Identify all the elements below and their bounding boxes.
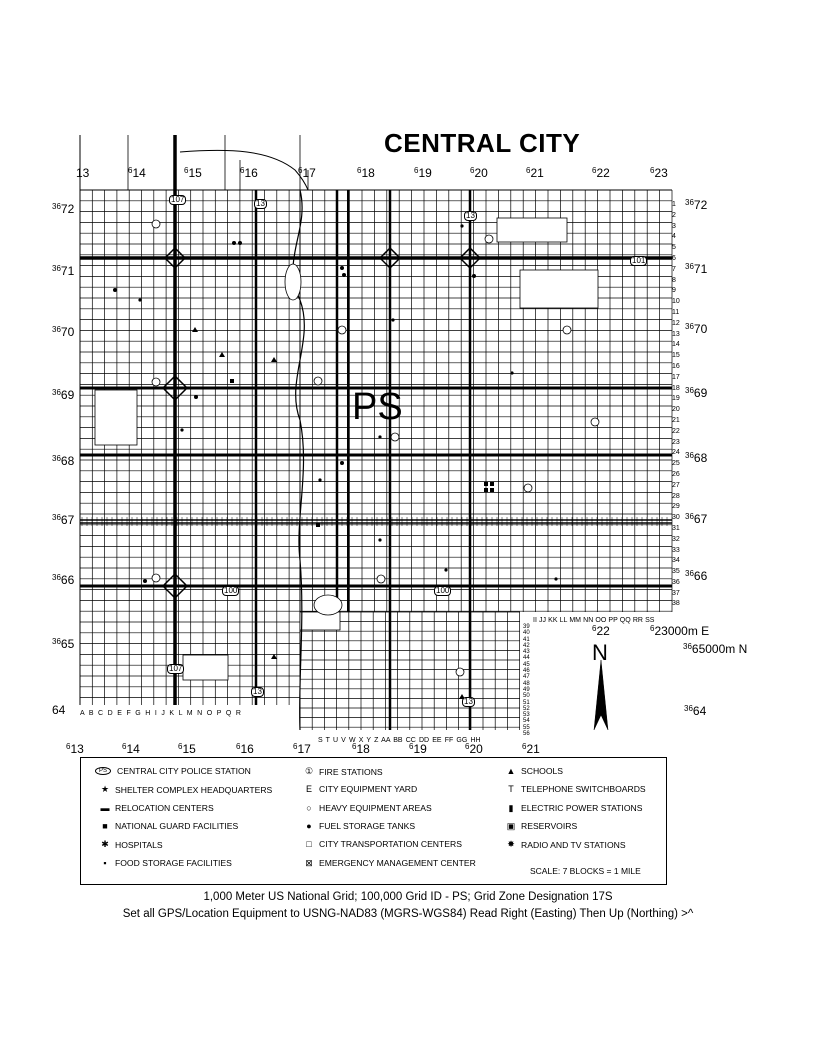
map-symbol-icon xyxy=(340,461,344,465)
easting-tick-bottom: $^6$16 xyxy=(236,742,254,756)
legend-item xyxy=(501,803,642,814)
row-numbers-south: 39 40 41 42 43 44 45 46 47 48 49 50 51 52 53 54 55 56 xyxy=(523,624,530,738)
legend-item xyxy=(299,839,462,849)
map-symbol-icon xyxy=(316,523,320,527)
lake xyxy=(314,595,342,615)
column-letters-east: II JJ KK LL MM NN OO PP QQ RR SS xyxy=(533,617,655,624)
legend-symbol-icon: ★ xyxy=(100,784,110,795)
legend-label: SHELTER COMPLEX HEADQUARTERS xyxy=(115,784,273,795)
legend-symbol-icon: ① xyxy=(304,766,314,776)
map-symbol-icon xyxy=(194,395,198,399)
easting-tick-top: $^6$17 xyxy=(298,166,316,180)
northing-tick-left: 64 xyxy=(52,703,66,717)
northing-tick-left: $^{36}$65 xyxy=(52,637,75,651)
legend-item xyxy=(501,821,577,832)
easting-tick-top: $^6$19 xyxy=(414,166,432,180)
northing-tick-right: $^{36}$70 xyxy=(685,322,708,336)
map-symbol-icon xyxy=(342,273,346,277)
map-symbol-icon xyxy=(554,577,557,580)
map-symbol-icon xyxy=(472,274,476,278)
open-area xyxy=(520,270,598,308)
legend-label: SCHOOLS xyxy=(521,766,564,776)
highway-shield: 107 xyxy=(169,664,183,673)
northing-tick-right: $^{36}$69 xyxy=(685,386,708,400)
legend-label: CITY TRANSPORTATION CENTERS xyxy=(319,839,462,850)
map-symbol-icon xyxy=(378,435,381,438)
northing-tick-left: $^{36}$70 xyxy=(52,325,75,339)
legend-symbol-icon: ✸ xyxy=(507,839,515,850)
map-symbol-icon xyxy=(152,574,160,582)
legend-item xyxy=(95,784,272,795)
map-symbol-icon xyxy=(391,433,399,441)
north-arrow-icon xyxy=(594,660,608,730)
map-symbol-icon xyxy=(524,484,532,492)
highway-shield: 100 xyxy=(224,586,238,595)
open-area xyxy=(183,655,228,680)
legend-item xyxy=(95,821,238,831)
north-arrow-label: N xyxy=(592,640,608,665)
legend-label: FIRE STATIONS xyxy=(319,766,383,777)
map-symbol-icon xyxy=(232,241,236,245)
map-symbol-icon xyxy=(460,224,463,227)
map-symbol-icon xyxy=(138,298,141,301)
easting-tick-top: $^6$20 xyxy=(470,166,488,180)
open-area xyxy=(95,390,137,445)
map-symbol-icon xyxy=(113,288,117,292)
row-numbers-east: 1 2 3 4 5 6 7 8 9 10 11 12 13 14 15 16 17 18 19 20 21 22 23 24 25 26 27 28 29 30 31 32 33 34 35 36 37 38 xyxy=(672,201,680,608)
easting-tick-top: 13 xyxy=(76,166,90,180)
easting-tick-top: $^6$15 xyxy=(184,166,202,180)
legend-item xyxy=(299,821,415,831)
open-area xyxy=(497,218,567,242)
legend-symbol-icon: T xyxy=(508,784,514,795)
legend-label: HOSPITALS xyxy=(115,839,163,850)
map-symbol-icon xyxy=(490,482,494,486)
column-letters-west: A B C D E F G H I J K L M N O P Q R xyxy=(80,710,241,717)
legend-symbol-icon: ■ xyxy=(102,820,108,831)
easting-tick-top: $^6$23 xyxy=(650,166,668,180)
easting-tick-top: $^6$18 xyxy=(357,166,375,180)
open-area xyxy=(300,612,340,630)
easting-tick-top: $^6$22 xyxy=(592,166,610,180)
easting-tick-bottom: $^6$14 xyxy=(122,742,140,756)
map-symbol-icon xyxy=(271,357,277,362)
map-symbol-icon xyxy=(484,488,488,492)
legend-symbol-icon: ○ xyxy=(306,802,312,813)
legend-symbol-icon: ⊠ xyxy=(305,857,313,868)
map-symbol-icon xyxy=(484,482,488,486)
highway-shield: 100 xyxy=(436,586,450,595)
northing-tick-left: $^{36}$67 xyxy=(52,513,75,527)
legend-item xyxy=(95,803,214,813)
map-symbol-icon xyxy=(152,378,160,386)
easting-tick-bottom: $^6$18 xyxy=(352,742,370,756)
legend-label: HEAVY EQUIPMENT AREAS xyxy=(319,802,432,813)
legend-symbol-icon: ▬ xyxy=(100,802,110,813)
easting-tick-bottom: $^6$13 xyxy=(66,742,84,756)
legend-symbol-icon: ▣ xyxy=(506,820,516,831)
easting-tick-bottom: $^6$20 xyxy=(465,742,483,756)
legend-label: FOOD STORAGE FACILITIES xyxy=(115,857,232,868)
highway-shield: 13 xyxy=(464,697,473,706)
legend-symbol-icon: ▮ xyxy=(508,802,514,813)
map-symbol-icon xyxy=(180,428,183,431)
map-symbol-icon xyxy=(377,575,385,583)
legend-label: CITY EQUIPMENT YARD xyxy=(319,784,418,795)
easting-tick-bottom: $^6$19 xyxy=(409,742,427,756)
legend-label: RADIO AND TV STATIONS xyxy=(521,839,626,850)
northing-tick-right: $^{36}$67 xyxy=(685,512,708,526)
legend-item xyxy=(95,839,163,850)
easting-tick-top: $^6$14 xyxy=(128,166,146,180)
legend-symbol-icon: E xyxy=(305,784,312,795)
map-symbol-icon xyxy=(340,266,344,270)
easting-tick-bottom: $^6$21 xyxy=(522,742,540,756)
legend-label: RELOCATION CENTERS xyxy=(115,802,214,813)
column-letters-south: S T U V W X Y Z AA BB CC DD EE FF GG HH xyxy=(318,737,481,744)
legend-item xyxy=(501,766,563,776)
northing-tick-left: $^{36}$66 xyxy=(52,573,75,587)
northing-tick-right: $^{36}$72 xyxy=(685,198,708,212)
easting-tick-bottom: $^6$15 xyxy=(178,742,196,756)
map-symbol-icon xyxy=(378,538,381,541)
legend-symbol-icon: PS xyxy=(95,767,111,775)
northing-tick-left: $^{36}$68 xyxy=(52,454,75,468)
map-symbol-icon xyxy=(563,326,571,334)
legend-label: CENTRAL CITY POLICE STATION xyxy=(117,766,251,776)
footer-line-1: 1,000 Meter US National Grid; 100,000 Grid ID - PS; Grid Zone Designation 17S xyxy=(203,891,613,903)
legend-label: ELECTRIC POWER STATIONS xyxy=(521,803,643,814)
easting-tick-bottom: $^6$17 xyxy=(293,742,311,756)
map-title: CENTRAL CITY xyxy=(384,128,581,158)
highway-shield: 101 xyxy=(632,256,646,265)
island xyxy=(285,264,301,300)
legend-symbol-icon: ● xyxy=(306,820,312,831)
northing-64-right-label: $^{36}$64 xyxy=(684,704,707,718)
legend-item xyxy=(95,766,251,776)
northing-tick-left: $^{36}$71 xyxy=(52,264,75,278)
map-symbol-icon xyxy=(238,241,242,245)
legend-item xyxy=(299,858,476,869)
map-symbol-icon xyxy=(318,478,321,481)
northing-tick-left: $^{36}$72 xyxy=(52,202,75,216)
legend-label: RESERVOIRS xyxy=(521,821,578,832)
map-symbol-icon xyxy=(456,668,464,676)
map-symbol-icon xyxy=(230,379,234,383)
highway-shield: 13 xyxy=(256,199,265,208)
map-symbol-icon xyxy=(143,579,147,583)
map-symbol-icon xyxy=(391,318,394,321)
legend-item xyxy=(299,784,417,794)
highway-shield: 13 xyxy=(466,211,475,220)
legend-item xyxy=(299,803,432,813)
map-symbol-icon xyxy=(485,235,493,243)
northing-65-label: $^{36}$65000m N xyxy=(683,642,748,656)
legend-symbol-icon: □ xyxy=(306,839,312,850)
northing-tick-right: $^{36}$66 xyxy=(685,569,708,583)
legend-symbol-icon: ▲ xyxy=(506,766,516,776)
northing-tick-left: $^{36}$69 xyxy=(52,388,75,402)
grid-id-label: PS xyxy=(352,386,403,428)
map-symbol-icon xyxy=(591,418,599,426)
legend-symbol-icon: ✱ xyxy=(101,839,109,850)
easting-tick-inner: $^6$23000m E xyxy=(650,624,710,638)
map-symbol-icon xyxy=(314,377,322,385)
legend-label: NATIONAL GUARD FACILITIES xyxy=(115,820,239,831)
legend-item xyxy=(299,766,383,777)
legend-item xyxy=(501,784,646,794)
easting-tick-inner: $^6$22 xyxy=(592,624,610,638)
highway-shield: 107 xyxy=(171,195,185,204)
map-symbol-icon xyxy=(490,488,494,492)
map-symbol-icon xyxy=(510,371,513,374)
scale-label: SCALE: 7 BLOCKS = 1 MILE xyxy=(530,866,641,876)
map-symbol-icon xyxy=(338,326,346,334)
map-symbol-icon xyxy=(192,327,198,332)
legend-label: TELEPHONE SWITCHBOARDS xyxy=(521,784,646,795)
easting-tick-top: $^6$16 xyxy=(240,166,258,180)
northing-tick-right: $^{36}$68 xyxy=(685,451,708,465)
easting-tick-top: $^6$21 xyxy=(526,166,544,180)
map-symbol-icon xyxy=(152,220,160,228)
northing-tick-right: $^{36}$71 xyxy=(685,262,708,276)
legend-label: EMERGENCY MANAGEMENT CENTER xyxy=(319,858,476,868)
legend-symbol-icon: ▪ xyxy=(103,857,107,868)
map-symbol-icon xyxy=(444,568,447,571)
footer-line-2: Set all GPS/Location Equipment to USNG-NAD83 (MGRS-WGS84) Read Right (Easting) Then Up (Northing) >^ xyxy=(122,908,694,920)
legend-item xyxy=(501,839,626,850)
highway-shield: 13 xyxy=(253,687,262,696)
map-symbol-icon xyxy=(219,352,225,357)
legend-item xyxy=(95,858,232,868)
legend-label: FUEL STORAGE TANKS xyxy=(319,820,416,831)
